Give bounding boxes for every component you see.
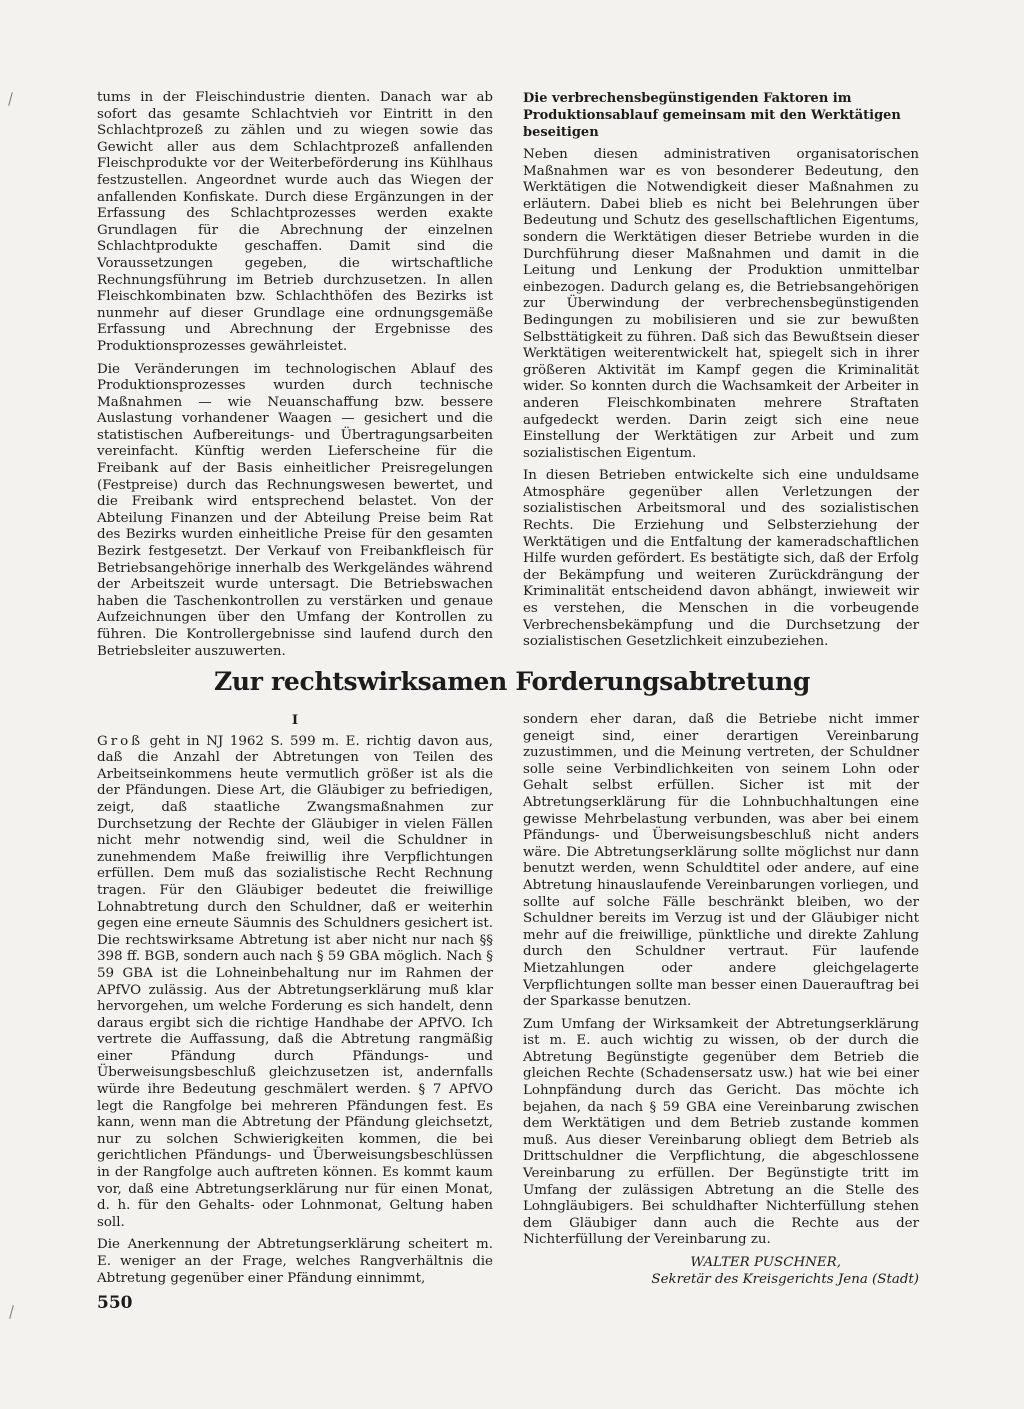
paragraph: Die Veränderungen im technologischen Ablauf des Produktionsprozesses wurden durch technische Maßnahmen — wie Neuanschaffung bzw. bessere Auslastung vorhandener Waagen — gesichert und die statistischen Aufbereitungs- und Übertragungsarbeiten vereinfacht. Künftig werden Lieferscheine für die Freibank auf der Basis einheitlicher Preisregelungen (Festpreise) durch das Rechnungswesen bewertet, und die Freibank wird entsprechend belastet. Von der Abteilung Finanzen und der Abteilung Preise beim Rat des Bezirks wurden einheitliche Preise für den gesamten Bezirk festgesetzt. Der Verkauf von Freibankfleisch für Betriebsangehörige innerhalb des Werkgeländes während der Arbeitszeit wurde untersagt. Die Betriebswachen haben die Taschenkontrollen zu verstärken und genaue Aufzeichnungen über den Umfang der Kontrollen zu führen. Die Kontrollergebnisse sind laufend durch den Betriebsleiter auszuwerten. [97,361,493,659]
top-left-column [97,90,493,666]
paragraph-text: geht in NJ 1962 S. 599 m. E. richtig davon aus, daß die Anzahl der Abtretungen von Teilen des Arbeitseinkommens heute vermutlich größer ist als die der Pfändungen. Diese Art, die Gläubiger zu befriedigen, zeigt, daß staatliche Zwangsmaßnahmen zur Durchsetzung der Rechte der Gläubiger in vielen Fällen nicht mehr notwendig sind, weil die Schuldner in zunehmendem Maße freiwillig ihre Verpflichtungen erfüllen. Dem muß das sozialistische Recht Rechnung tragen. Für den Gläubiger bedeutet die freiwillige Lohnabtretung durch den Schuldner, daß er weiterhin gegen eine erneute Säumnis des Schuldners gesichert ist. Die rechtswirksame Abtretung ist aber nicht nur nach §§ 398 ff. BGB, sondern auch nach § 59 GBA möglich. Nach § 59 GBA ist die Lohneinbehaltung nur im Rahmen der APfVO zulässig. Aus der Abtretungserklärung muß klar hervorgehen, um welche Forderung es sich handelt, denn daraus ergibt sich die richtige Handhabe der APfVO. Ich vertrete die Auffassung, daß die Abtretung rangmäßig einer Pfändung durch Pfändungs- und Überweisungsbeschluß gleichzusetzen ist, andernfalls würde ihre Bedeutung geschmälert werden. § 7 APfVO legt die Rangfolge bei mehreren Pfändungen fest. Es kann, wenn man die Abtretung der Pfändung gleichsetzt, nur zu solchen Schwierigkeiten kommen, die bei gerichtlichen Pfändungs- und Überweisungsbeschlüssen in der Rangfolge auch auftreten können. Es kommt kaum vor, daß eine Abtretungserklärung nur für einen Monat, d. h. für den Gehalts- oder Lohnmonat, Geltung haben soll. [97,733,493,1230]
author-role: Sekretär des Kreisgerichts Jena (Stadt) [651,1271,919,1287]
article-left-column [97,712,493,1293]
paragraph: Die Anerkennung der Abtretungserklärung scheitert m. E. weniger an der Frage, welches Rangverhältnis die Abtretung gegenüber einer Pfändung einnimmt, [97,1237,493,1286]
section-subheading: Die verbrechensbegünstigenden Faktoren im Produktionsablauf gemeinsam mit den Werktätigen beseitigen [523,91,901,140]
page-number: 550 [97,1293,133,1313]
section-number: I [291,712,299,728]
paragraph: Zum Umfang der Wirksamkeit der Abtretungserklärung ist m. E. auch wichtig zu wissen, ob der durch die Abtretung Begünstigte gegenüber dem Betrieb die gleichen Rechte (Schadensersatz usw.) hat wie bei einer Lohnpfändung durch das Gericht. Das möchte ich bejahen, da nach § 59 GBA eine Vereinbarung zwischen dem Werktätigen und dem Betrieb zustande kommen muß. Aus dieser Vereinbarung obliegt dem Betrieb als Drittschuldner die Verpflichtung, die abgeschlossene Vereinbarung zu erfüllen. Der Begünstigte tritt im Umfang der zulässigen Abtretung an die Stelle des Lohngläubigers. Bei schuldhafter Nichterfüllung stehen dem Gläubiger dann auch die Rechte aus der Nichterfüllung der Vereinbarung zu. [523,1016,919,1248]
paragraph: tums in der Fleischindustrie dienten. Danach war ab sofort das gesamte Schlachtvieh vor Eintritt in den Schlachtprozeß zu zählen und zu wiegen sowie das Gewicht aller aus dem Schlachtprozeß anfallenden Fleischprodukte vor der Weiterbeförderung ins Kühlhaus festzustellen. Angeordnet wurde auch das Wiegen der anfallenden Konfiskate. Durch diese Ergänzungen in der Erfassung des Schlachtprozesses werden exakte Grundlagen für die Abrechnung der einzelnen Schlachtprodukte geschaffen. Damit sind die Voraussetzungen gegeben, die wirtschaftliche Rechnungsführung im Betrieb durchzusetzen. In allen Fleischkombinaten bzw. Schlachthöfen des Bezirks ist nunmehr auf dieser Grundlage eine ordnungsgemäße Erfassung und Abrechnung der Ergebnisse des Produktionsprozesses gewährleistet. [97,90,493,354]
margin-mark [8,92,13,106]
article-right-column [523,712,919,1288]
paragraph: sondern eher daran, daß die Betriebe nicht immer geneigt sind, einer derartigen Vereinbarung zuzustimmen, und die Meinung vertreten, der Schuldner solle seine Verbindlichkeiten von seinem Lohn oder Gehalt selbst erfüllen. Sicher ist mit der Abtretungserklärung für die Lohnbuchhaltungen eine gewisse Mehrbelastung verbunden, was aber bei einem Pfändungs- und Überweisungsbeschluß nicht anders wäre. Die Abtretungserklärung sollte möglichst nur dann benutzt werden, wenn Schuldtitel oder andere, auf eine Abtretung hinauslaufende Vereinbarungen vorliegen, und sollte auf solche Fälle beschränkt bleiben, wo der Schuldner bereits im Verzug ist und der Gläubiger nicht mehr auf die freiwillige, pünktliche und direkte Zahlung durch den Schuldner vertraut. Für laufende Mietzahlungen oder andere gleichgelagerte Verpflichtungen sollte man besser einen Dauerauftrag bei der Sparkasse benutzen. [523,712,919,1010]
paragraph [97,734,493,1232]
article-title: Zur rechtswirksamen Forderungsabtretung [213,667,811,696]
author-name: WALTER PUSCHNER, [690,1255,841,1270]
author-reference: Groß [97,733,144,749]
paragraph: Neben diesen administrativen organisatorischen Maßnahmen war es von besonderer Bedeutung, den Werktätigen die Notwendigkeit dieser Maßnahmen zu erläutern. Dabei blieb es nicht bei Belehrungen über Bedeutung und Schutz des gesellschaftlichen Eigentums, sondern die Werktätigen dieser Betriebe wurden in die Durchführung dieser Maßnahmen und damit in die Leitung und Lenkung der Produktion unmittelbar einbezogen. Dadurch gelang es, die Betriebsangehörigen zur Überwindung der verbrechensbegünstigenden Bedingungen zu mobilisieren und sie zur bewußten Selbsttätigkeit zu führen. Daß sich das Bewußtsein dieser Werktätigen weiterentwickelt hat, spiegelt sich in ihrer größeren Aktivität im Kampf gegen die Kriminalität wider. So konnten durch die Wachsamkeit der Arbeiter in anderen Fleischkombinaten mehrere Straftaten aufgedeckt werden. Darin zeigt sich eine neue Einstellung der Werktätigen zur Arbeit und zum sozialistischen Eigentum. [523,147,919,461]
top-right-column [523,90,919,657]
paragraph: In diesen Betrieben entwickelte sich eine unduldsame Atmosphäre gegenüber allen Verletzungen der sozialistischen Arbeitsmoral und des sozialistischen Rechts. Die Erziehung und Selbsterziehung der Werktätigen und die Entfaltung der kameradschaftlichen Hilfe wurden gefördert. Es bestätigte sich, daß der Erfolg der Bekämpfung und weiteren Zurückdrängung der Kriminalität entscheidend davon abhängt, inwieweit wir es verstehen, die Menschen in die vorbeugende Verbrechensbekämpfung und die Durchsetzung der sozialistischen Gesetzlichkeit einzubeziehen. [523,468,919,650]
margin-mark [9,1305,14,1319]
